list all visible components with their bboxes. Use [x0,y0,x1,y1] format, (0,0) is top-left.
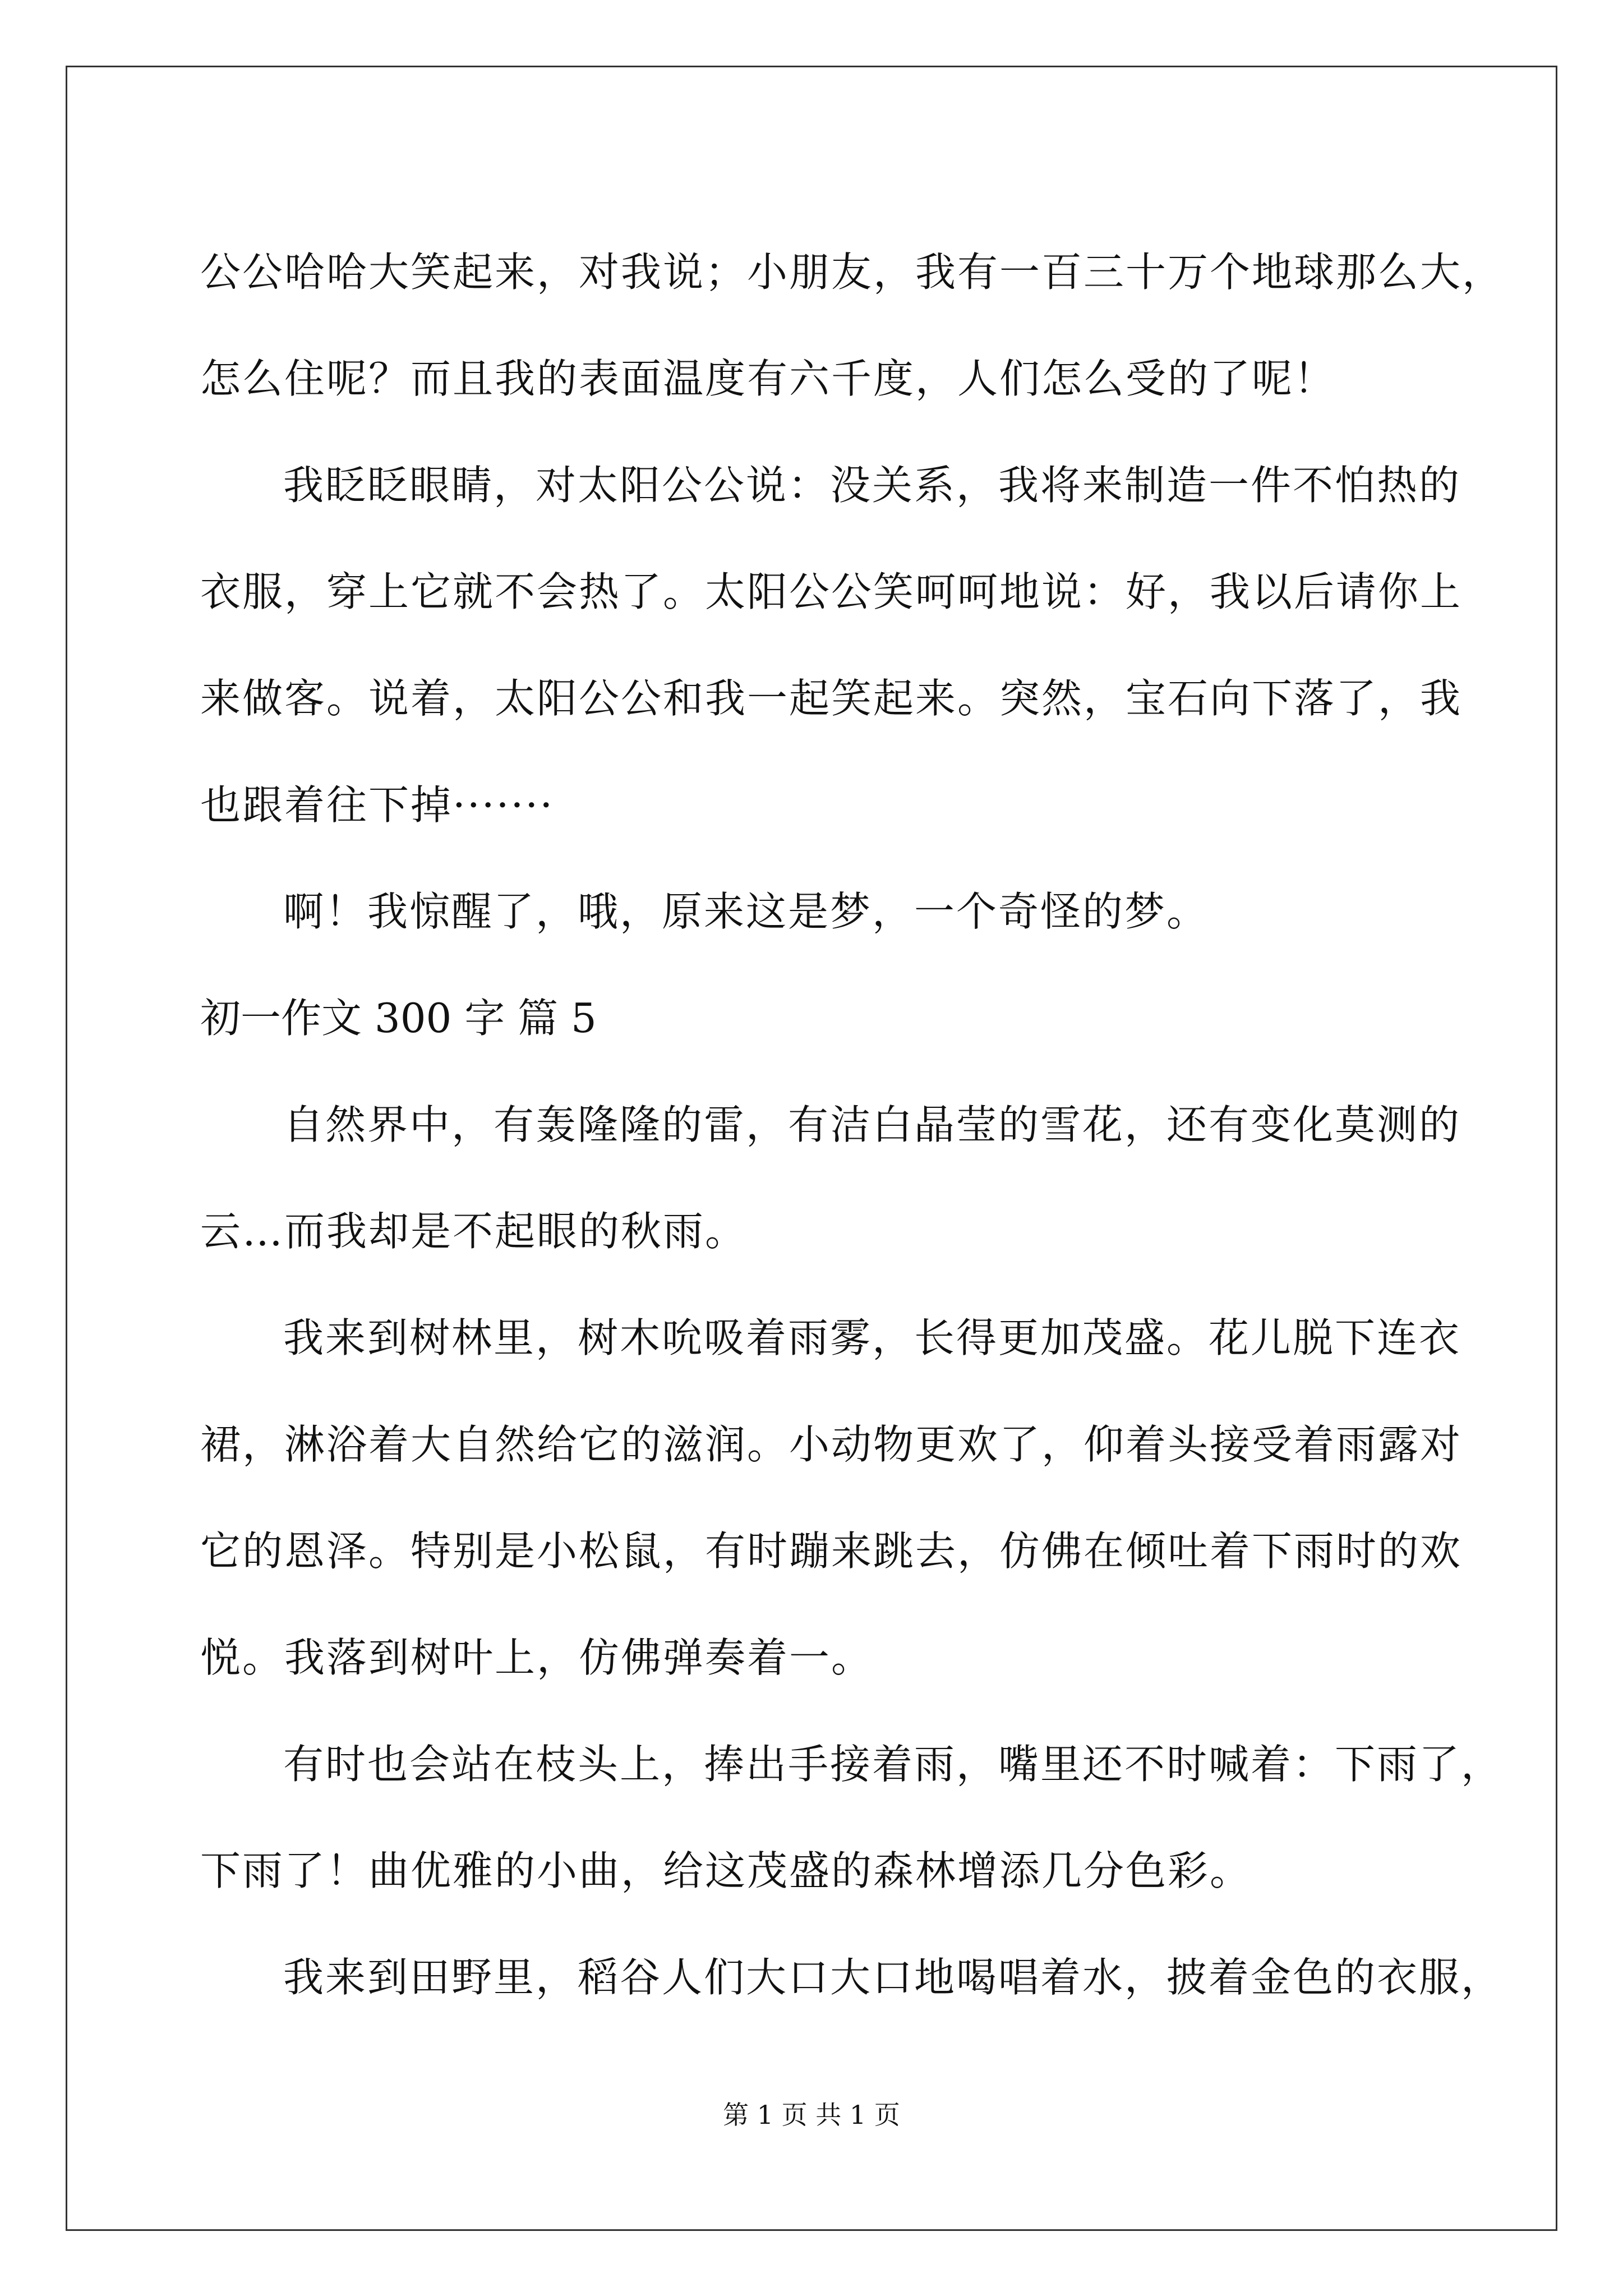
text-line: 我眨眨眼睛，对太阳公公说：没关系，我将来制造一件不怕热的 [283,462,1461,509]
text-line: 啊！我惊醒了，哦，原来这是梦，一个奇怪的梦。 [283,888,1209,935]
text-line: 我来到树林里，树木吮吸着雨雾，长得更加茂盛。花儿脱下连衣 [283,1314,1461,1361]
text-line: 自然界中，有轰隆隆的雷，有洁白晶莹的雪花，还有变化莫测的 [283,1101,1461,1148]
text-line: 来做客。说着，太阳公公和我一起笑起来。突然，宝石向下落了，我 [200,675,1463,722]
text-line: 我来到田野里，稻谷人们大口大口地喝唱着水，披着金色的衣服， [283,1954,1504,2001]
text-line: 怎么住呢？而且我的表面温度有六千度，人们怎么受的了呢！ [200,355,1336,402]
text-line: 公公哈哈大笑起来，对我说；小朋友，我有一百三十万个地球那么大， [200,249,1505,296]
page-footer: 第 1 页 共 1 页 [723,2100,900,2130]
text-line: 它的恩泽。特别是小松鼠，有时蹦来跳去，仿佛在倾吐着下雨时的欢 [200,1527,1463,1575]
document-body [200,219,1505,2031]
text-line: 悦。我落到树叶上，仿佛弹奏着一。 [200,1634,874,1681]
section-heading: 初一作文 300 字 篇 5 [200,995,597,1042]
text-line: 云…而我却是不起眼的秋雨。 [200,1208,748,1255]
text-line: 下雨了！曲优雅的小曲，给这茂盛的森林增添几分色彩。 [200,1847,1252,1894]
text-line: 裙，淋浴着大自然给它的滋润。小动物更欢了，仰着头接受着雨露对 [200,1421,1463,1468]
text-line: 也跟着往下掉······· [200,781,555,829]
text-line: 衣服，穿上它就不会热了。太阳公公笑呵呵地说：好，我以后请你上 [200,568,1463,615]
text-line: 有时也会站在枝头上，捧出手接着雨，嘴里还不时喊着：下雨了， [283,1741,1504,1788]
